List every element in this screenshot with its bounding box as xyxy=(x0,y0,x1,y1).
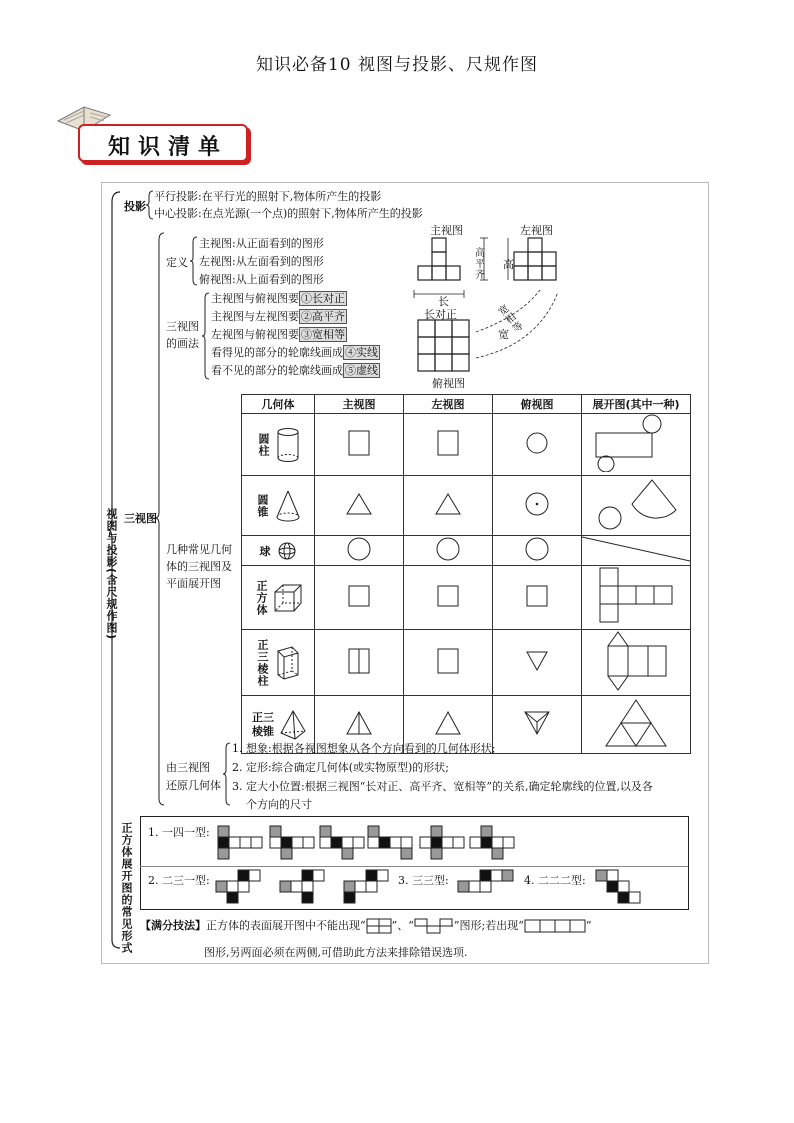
table-row xyxy=(242,566,691,630)
cone-icon xyxy=(274,489,302,523)
top-view-label: 俯视图 xyxy=(432,377,465,390)
table-header: 左视图 xyxy=(404,395,493,414)
table-header: 俯视图 xyxy=(493,395,582,414)
tip-line: 【满分技法】正方体的表面展开图中不能出现“ ”、“ ”图形;若出现“ ” xyxy=(140,919,592,932)
restore-step: 2. 定形:综合确定几何体(或实物原型)的形状; xyxy=(232,761,449,774)
solid-cell: 正三棱柱 xyxy=(242,630,315,696)
restore-label: 还原几何体 xyxy=(166,779,221,792)
cube-nets-diagram xyxy=(140,816,688,908)
three-view-diagram xyxy=(410,236,580,376)
net-type-2: 2. 二三一型: xyxy=(148,874,210,887)
section-badge: 知识清单 xyxy=(78,124,248,162)
net-type-3: 3. 三三型: xyxy=(398,874,449,887)
table-row xyxy=(242,414,691,476)
left-view-label: 左视图 xyxy=(520,224,553,237)
definition-label: 定义 xyxy=(166,256,188,269)
drawing-brace xyxy=(202,292,210,380)
front-view-cell xyxy=(315,414,404,476)
gao-label: 高 xyxy=(503,258,514,271)
drawing-label: 三视图 xyxy=(166,320,199,333)
solid-cell: 正方体 xyxy=(242,566,315,630)
four-in-row-icon xyxy=(524,918,586,934)
projection-brace xyxy=(146,190,154,220)
common-solids-label: 平面展开图 xyxy=(166,577,221,590)
projection-item: 平行投影:在平行光的照射下,物体所产生的投影 xyxy=(154,190,382,203)
front-view-label: 主视图 xyxy=(430,224,463,237)
left-view-cell xyxy=(404,414,493,476)
common-solids-label: 几种常见几何 xyxy=(166,543,232,556)
forbidden-shape-icon xyxy=(414,918,454,934)
drawing-rule: 看不见的部分的轮廓线画成 ⑤虚线 xyxy=(211,364,378,377)
cylinder-icon xyxy=(275,427,301,463)
restore-step: 个方向的尺寸 xyxy=(246,798,312,811)
net-cell xyxy=(582,414,691,476)
table-header: 展开图(其中一种) xyxy=(582,395,691,414)
restore-label: 由三视图 xyxy=(166,761,210,774)
restore-step: 3. 定大小位置:根据三视图“长对正、高平齐、宽相等”的关系,确定轮廓线的位置,以及各 xyxy=(232,780,653,793)
drawing-rule: 主视图与俯视图要 ①长对正 xyxy=(211,292,345,305)
three-view-label: 三视图 xyxy=(124,512,157,525)
solid-cell: 圆柱 xyxy=(242,414,315,476)
changduizheng-label: 长对正 xyxy=(424,308,457,321)
definition-item: 左视图:从左面看到的图形 xyxy=(199,255,324,268)
projection-label: 投影 xyxy=(124,200,146,213)
table-row xyxy=(242,536,691,566)
definition-brace xyxy=(190,236,198,286)
table-row xyxy=(242,630,691,696)
definition-item: 俯视图:从上面看到的图形 xyxy=(199,273,324,286)
solid-cell: 圆锥 xyxy=(242,476,315,536)
forbidden-shape-icon xyxy=(366,918,392,934)
table-header: 主视图 xyxy=(315,395,404,414)
projection-item: 中心投影:在点光源(一个点)的照射下,物体所产生的投影 xyxy=(154,207,423,220)
table-header: 几何体 xyxy=(242,395,315,414)
sphere-icon xyxy=(277,541,297,561)
solids-table xyxy=(241,394,691,754)
cube-icon xyxy=(273,583,303,613)
drawing-rule: 看得见的部分的轮廓线画成 ④实线 xyxy=(211,346,378,359)
net-type-4: 4. 二二二型: xyxy=(524,874,586,887)
table-row xyxy=(242,476,691,536)
prism-icon xyxy=(274,645,302,681)
kuan-label: 宽 xyxy=(498,328,509,341)
root-label: 视图与投影(含尺规作图) xyxy=(105,508,118,641)
tip-line2: 图形,另两面必须在两侧,可借助此方法来排除错误选项. xyxy=(204,946,468,959)
page-title: 知识必备10 视图与投影、尺规作图 xyxy=(255,55,539,75)
restore-step: 1. 想象:根据各视图想象从各个方向看到的几何体形状; xyxy=(232,742,496,755)
nets-label: 正方体展开图的常见形式 xyxy=(120,822,133,954)
restore-brace xyxy=(223,742,231,806)
pyramid-icon xyxy=(279,709,307,741)
top-view-cell xyxy=(493,414,582,476)
drawing-label: 的画法 xyxy=(166,337,199,350)
solid-cell: 正三棱锥 xyxy=(242,696,315,754)
drawing-rule: 左视图与俯视图要 ③宽相等 xyxy=(211,328,345,341)
tip-label: 【满分技法】 xyxy=(140,919,206,932)
definition-item: 主视图:从正面看到的图形 xyxy=(199,237,324,250)
gaopingqi-label: 高平齐 xyxy=(475,248,485,281)
chang-label: 长 xyxy=(438,295,449,308)
drawing-rule: 主视图与左视图要 ②高平齐 xyxy=(211,310,345,323)
solid-cell: 球 xyxy=(242,536,315,566)
net-type-1: 1. 一四一型: xyxy=(148,826,210,839)
kuanxiangdeng-label: 宽相等 xyxy=(496,303,526,335)
common-solids-label: 体的三视图及 xyxy=(166,560,232,573)
